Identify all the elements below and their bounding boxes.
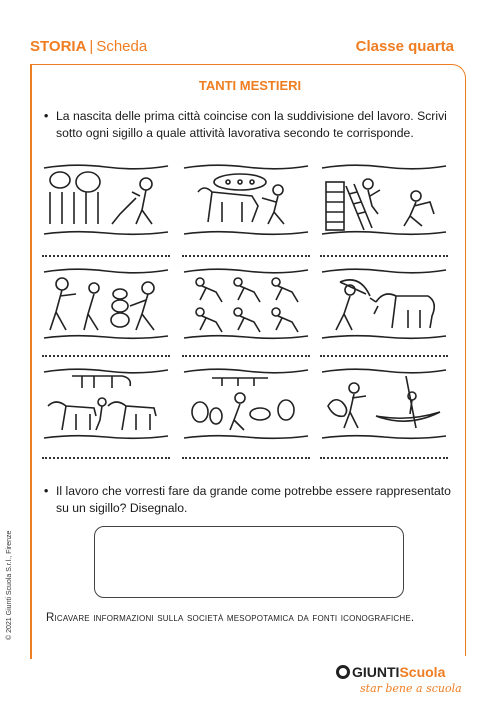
subject-label: STORIA [30, 38, 87, 55]
trade-seal-icon [182, 366, 310, 442]
farm-workers-seal-icon [182, 266, 310, 342]
answer-line-7[interactable] [42, 457, 170, 461]
animal-breeding-seal-icon [182, 162, 310, 238]
answer-line-1[interactable] [42, 255, 170, 259]
sheet-type-label: Scheda [96, 38, 148, 55]
herding-seal-icon [42, 366, 170, 442]
bullet: • [44, 109, 49, 123]
answer-line-3[interactable] [320, 255, 448, 259]
exercise-1-instructions [44, 108, 464, 142]
answer-line-2[interactable] [182, 255, 310, 259]
publisher-logo [336, 664, 445, 680]
drawing-box[interactable] [94, 526, 404, 598]
answer-line-6[interactable] [320, 355, 448, 359]
giunti-g-icon [336, 665, 350, 679]
learning-objective: Ricavare informazioni sulla società mesopotamica da fonti iconografiche. [46, 612, 415, 624]
brand-name-part1: GIUNTI [352, 664, 400, 680]
answer-line-5[interactable] [182, 355, 310, 359]
copyright-note: © 2021 Giunti Scuola S.r.l., Firenze [6, 530, 13, 640]
pottery-seal-icon [42, 162, 170, 238]
hunting-seal-icon [320, 266, 448, 342]
exercise-2-instructions [44, 483, 464, 517]
header-separator: | [89, 38, 94, 55]
answer-line-9[interactable] [320, 457, 448, 461]
exercise-2-text: Il lavoro che vorresti fare da grande come potrebbe essere rappresentato su un sigillo? Disegnalo. [56, 484, 451, 515]
header-subject [30, 38, 147, 55]
craftsmen-seal-icon [42, 266, 170, 342]
answer-line-8[interactable] [182, 457, 310, 461]
exercise-1-text: La nascita delle prima città coincise con la suddivisione del lavoro. Scrivi sotto ogni sigillo a quale attività lavorativa secondo te corrisponde. [56, 109, 447, 140]
fishing-seal-icon [320, 366, 448, 442]
brand-name-part2: Scuola [399, 664, 446, 680]
page-title: TANTI MESTIERI [198, 78, 302, 93]
answer-line-4[interactable] [42, 355, 170, 359]
grade-label: Classe quarta [355, 38, 454, 55]
brand-tagline: star bene a scuola [360, 682, 462, 695]
bullet: • [44, 484, 49, 498]
page-frame-left [30, 64, 32, 659]
construction-seal-icon [320, 162, 448, 238]
